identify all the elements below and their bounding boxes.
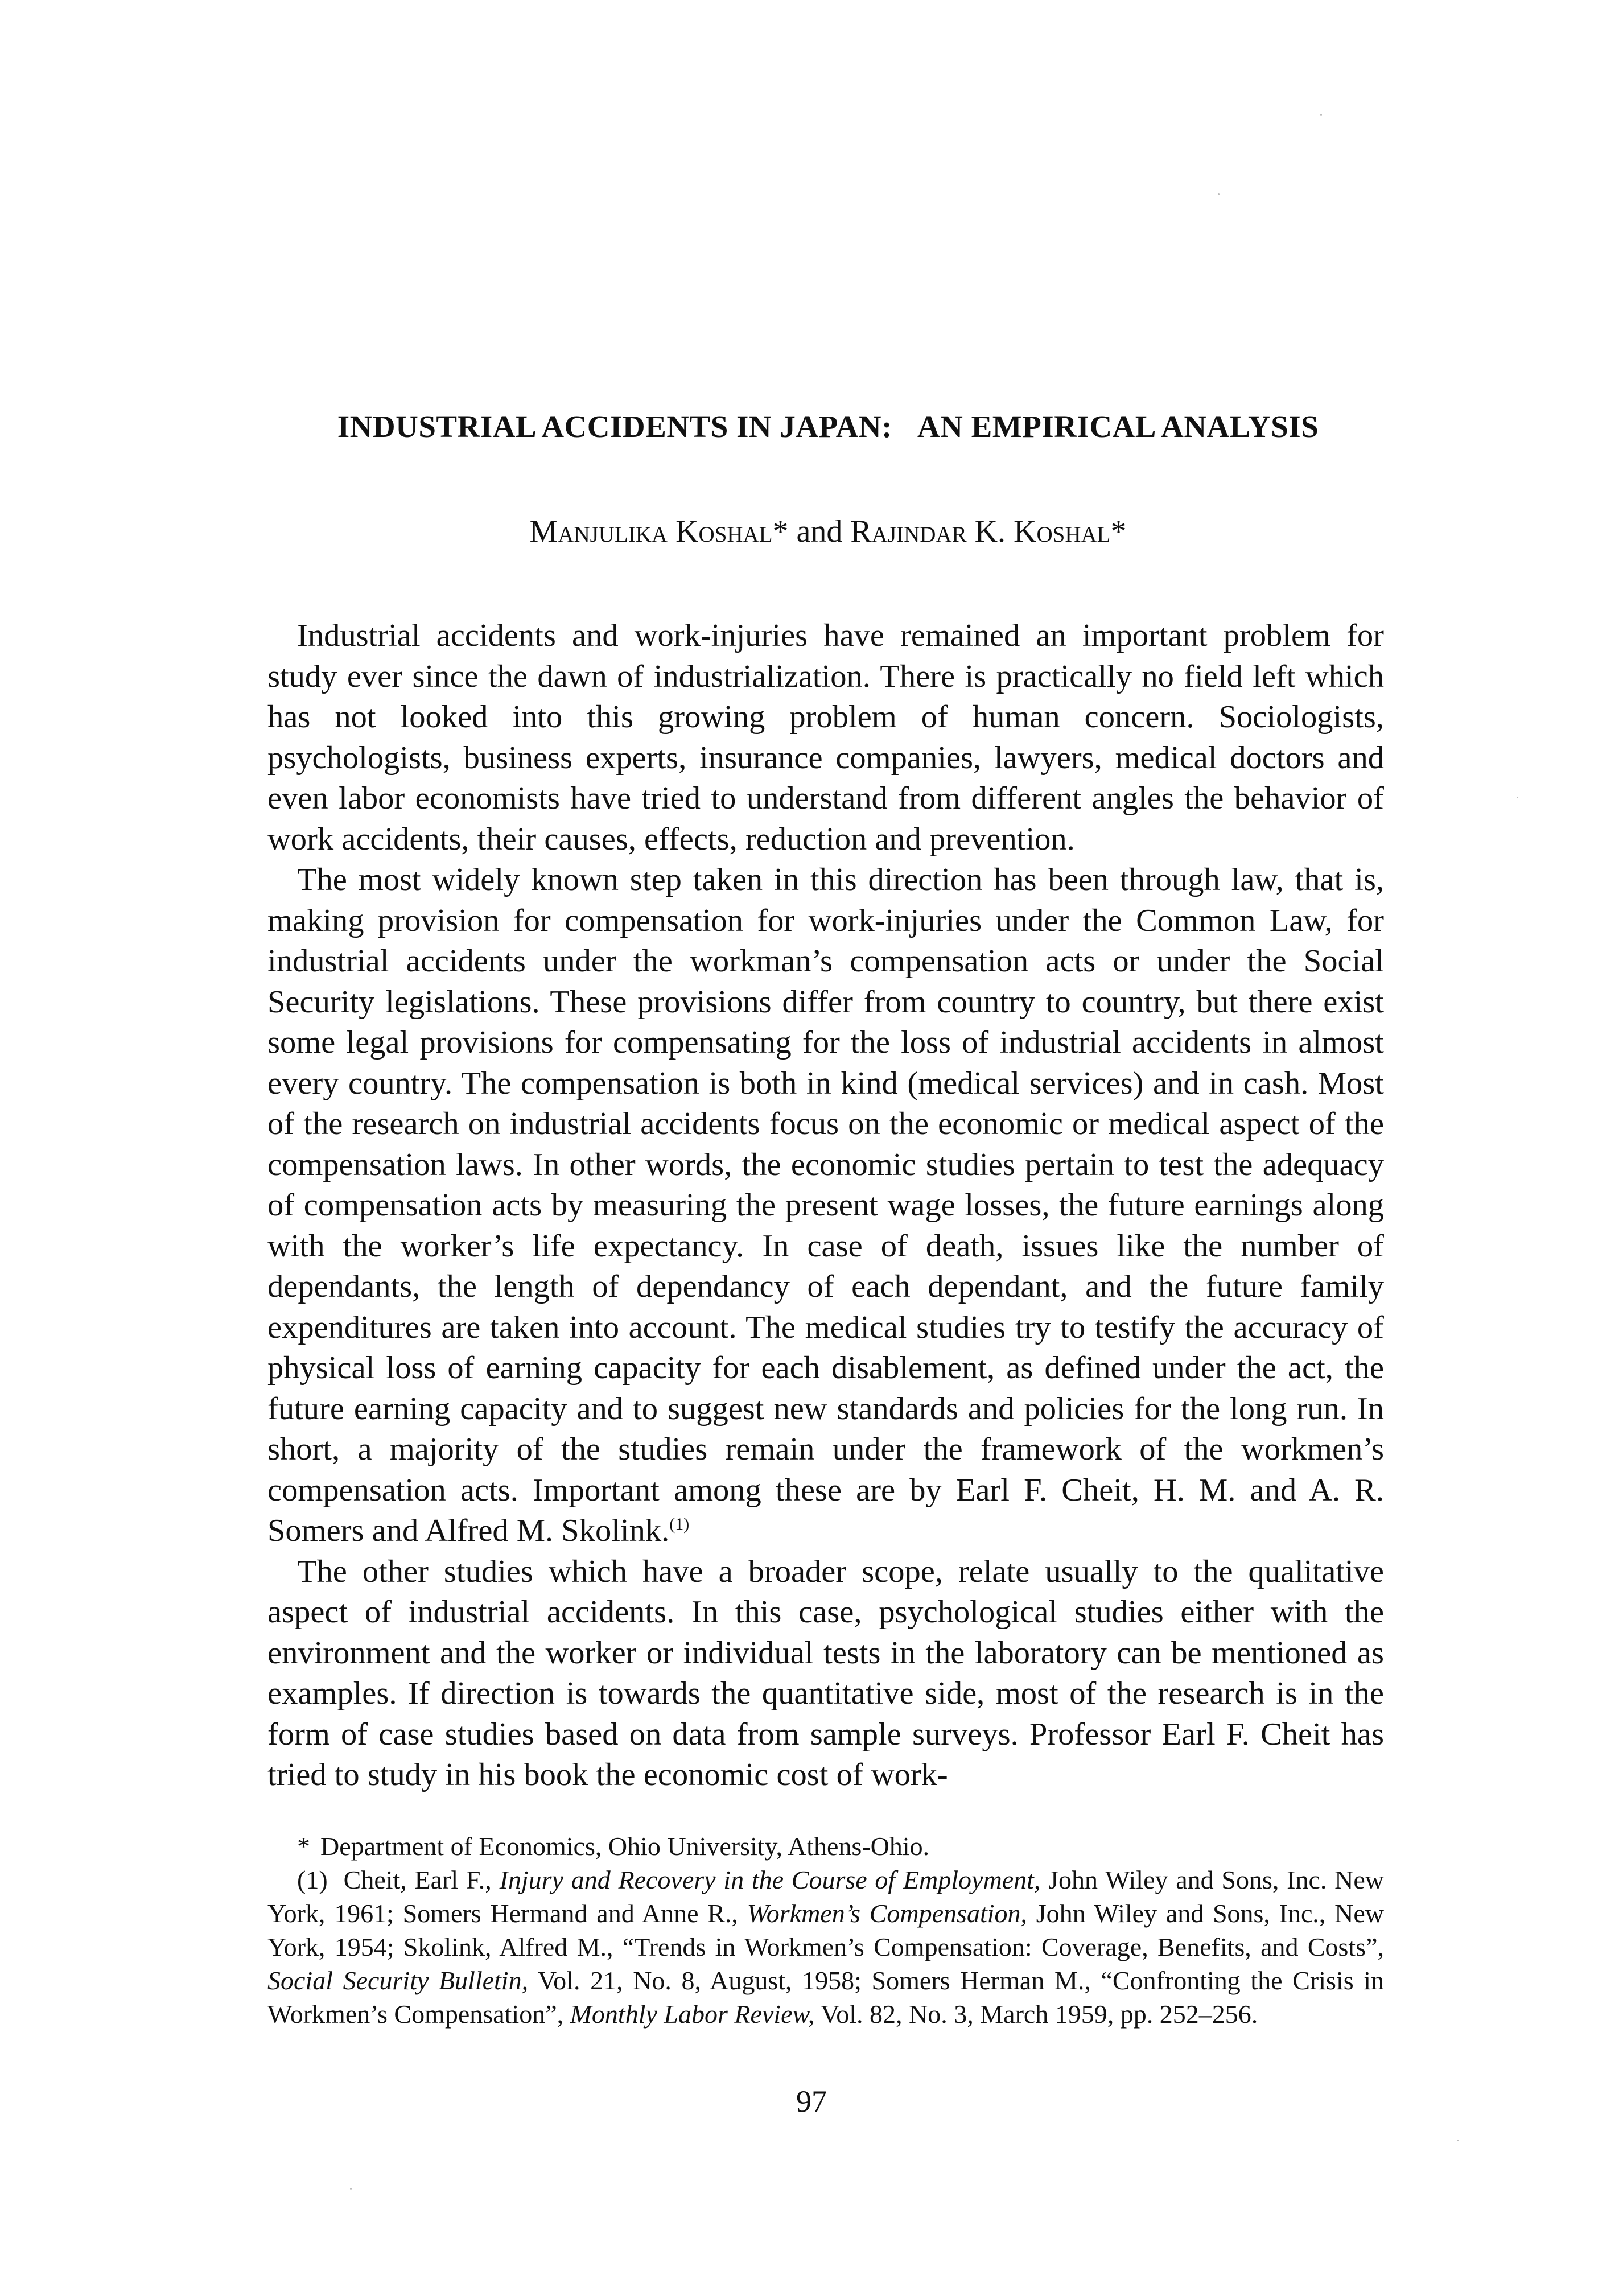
footnote-reference-link[interactable]: (1)	[669, 1515, 690, 1534]
author-conjunction: and	[796, 514, 843, 549]
article-body	[267, 616, 1384, 1796]
author-line	[319, 513, 1337, 550]
footnote-number: (1)	[297, 1865, 328, 1894]
footnotes-section	[267, 1829, 1384, 2031]
page-number: 97	[796, 2084, 827, 2118]
author2-affiliation-mark: *	[1110, 514, 1127, 549]
footnote-affiliation-text: Department of Economics, Ohio University, Athens-Ohio.	[320, 1832, 930, 1861]
scan-speck	[1320, 114, 1322, 116]
author2-last-name: Koshal	[1014, 514, 1111, 549]
citation-text: Vol. 82, No. 3, March 1959, pp. 252–256.	[814, 2000, 1258, 2029]
body-paragraph-text: The most widely known step taken in this direction has been through law, that is, making provision for compensation for work-injuries under the Common Law, for industrial accidents under the workman’s compensation acts or under the Social Security legislations. These provisions differ from country to country, but there exist some legal provisions for compensating for the loss of industrial accidents in almost every country. The compensation is both in kind (medical services) and in cash. Most of the research on industrial accidents focus on the economic or medical aspect of the compensation laws. In other words, the economic studies pertain to test the adequacy of compensation acts by measuring the present wage losses, the future earnings along with the worker’s life expectancy. In case of death, issues like the number of dependants, the length of dependancy of each dependant, and the future family expenditures are taken into account. The medical studies try to testify the accuracy of physical loss of earning capacity for each disablement, as defined under the act, the future earning capacity and to suggest new standards and policies for the long run. In short, a majority of the studies remain under the framework of the workmen’s compensation acts. Important among these are by Earl F. Cheit, H. M. and A. R. Somers and Alfred M. Skolink.	[267, 862, 1384, 1548]
title-subtitle: AN EMPIRICAL ANALYSIS	[917, 409, 1319, 444]
body-paragraph: The other studies which have a broader scope, relate usually to the qualitative aspect of industrial accidents. In this case, psychological studies either with the environment and the worker or individual tests in the laboratory can be mentioned as examples. If direction is towards the quantitative side, most of the research is in the form of case studies based on data from sample surveys. Professor Earl F. Cheit has tried to study in his book the economic cost of work-	[267, 1553, 1384, 1792]
scan-speck	[1218, 193, 1220, 195]
citation-text: Cheit, Earl F.,	[343, 1865, 500, 1894]
citation-text: John Wiley and Sons, Inc., New York, 1954; Skolink, Alfred M., “Trends in Workmen’s Compensation: Coverage, Benefits, and Costs”,	[267, 1899, 1384, 1961]
citation-title: Injury and Recovery in the Course of Employment,	[499, 1865, 1041, 1894]
scan-speck	[1457, 2140, 1459, 2141]
footnote-mark: *	[297, 1832, 310, 1861]
body-paragraph: Industrial accidents and work-injuries have remained an important problem for study ever since the dawn of industrialization. There is practically no field left which has not looked into this growing problem of human concern. Sociologists, psychologists, business experts, insurance companies, lawyers, medical doctors and even labor economists have tried to understand from different angles the behavior of work accidents, their causes, effects, reduction and prevention.	[267, 618, 1384, 857]
author1-last-name: Koshal	[675, 514, 773, 549]
footnote-affiliation	[267, 1829, 1384, 1863]
citation-title: Workmen’s Compensation,	[747, 1899, 1028, 1928]
citation-text: John Wiley and Sons, Inc. New York, 1961; Somers Hermand and Anne R.,	[267, 1865, 1384, 1928]
article-title	[319, 409, 1337, 444]
author2-first-name: Rajindar K.	[850, 514, 1006, 549]
body-paragraph	[267, 860, 1384, 1552]
scan-speck	[1517, 797, 1518, 798]
title-main: INDUSTRIAL ACCIDENTS IN JAPAN:	[337, 409, 892, 444]
citation-title: Social Security Bulletin,	[267, 1966, 529, 1995]
footnote-reference-1	[267, 1863, 1384, 2031]
citation-title: Monthly Labor Review,	[570, 2000, 815, 2029]
author1-first-name: Manjulika	[529, 514, 668, 549]
author1-affiliation-mark: *	[772, 514, 789, 549]
citation-text: Vol. 21, No. 8, August, 1958; Somers Herman M., “Confronting the Crisis in Workmen’s Compensation”,	[267, 1966, 1384, 2029]
scan-speck	[350, 2188, 352, 2190]
